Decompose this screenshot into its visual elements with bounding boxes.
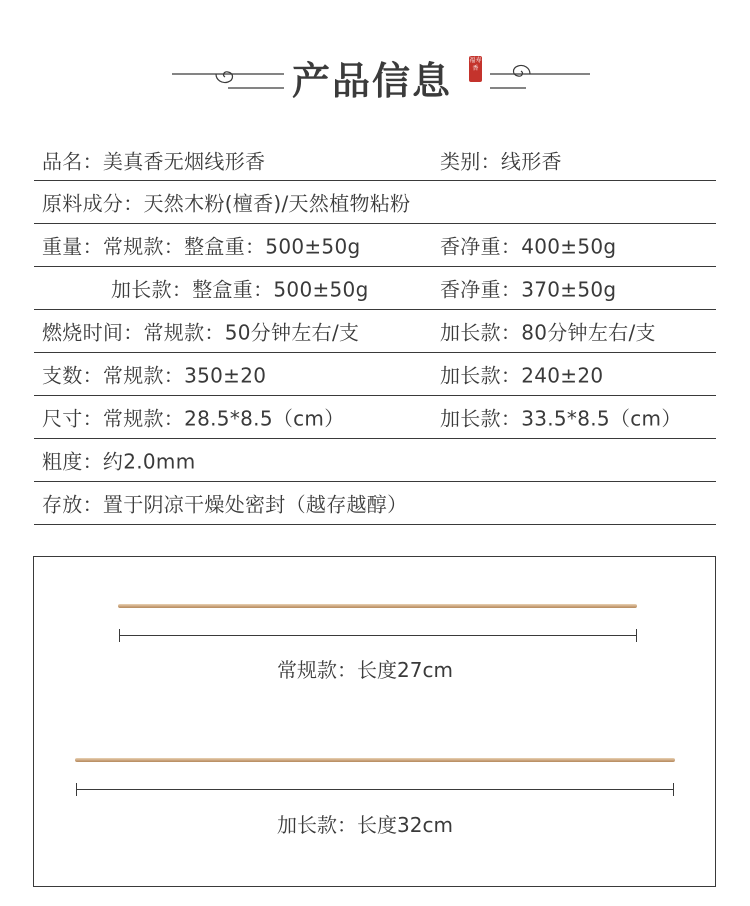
product-name: 品名：美真香无烟线形香 xyxy=(42,149,266,173)
info-row-ingredients xyxy=(34,181,716,224)
regular-length-label: 常规款：长度27cm xyxy=(277,658,453,682)
seal-glyphs: 福寿香 xyxy=(469,57,482,72)
length-comparison-box xyxy=(33,556,716,887)
long-length-label: 加长款：长度32cm xyxy=(277,813,453,837)
product-category: 类别：线形香 xyxy=(440,149,562,173)
size-long: 加长款：33.5*8.5（cm） xyxy=(440,406,682,431)
count-regular: 支数：常规款：350±20 xyxy=(42,363,267,388)
info-row-weight-long xyxy=(34,267,716,310)
measure-line-long xyxy=(76,789,674,790)
info-row-burn-time xyxy=(34,310,716,353)
red-seal-stamp xyxy=(469,56,482,82)
incense-stick-long xyxy=(75,758,675,762)
weight-long-box: 加长款：整盒重：500±50g xyxy=(111,277,369,302)
burn-time-regular: 燃烧时间：常规款：50分钟左右/支 xyxy=(42,320,360,345)
ingredients: 原料成分：天然木粉(檀香)/天然植物粘粉 xyxy=(42,191,411,216)
product-info-table xyxy=(34,139,716,525)
info-row-count xyxy=(34,353,716,396)
storage: 存放：置于阴凉干燥处密封（越存越醇） xyxy=(42,492,408,517)
section-header xyxy=(0,0,750,140)
weight-regular-net: 香净重：400±50g xyxy=(440,234,617,259)
weight-regular-box: 重量：常规款：整盒重：500±50g xyxy=(42,234,361,259)
incense-stick-regular xyxy=(118,604,637,608)
thickness: 粗度：约2.0mm xyxy=(42,449,196,474)
left-cloud-ornament xyxy=(172,58,284,92)
burn-time-long: 加长款：80分钟左右/支 xyxy=(440,320,656,345)
info-row-storage xyxy=(34,482,716,525)
info-row-thickness xyxy=(34,439,716,482)
weight-long-net: 香净重：370±50g xyxy=(440,277,617,302)
right-cloud-ornament xyxy=(490,58,590,92)
page-title: 产品信息 xyxy=(292,59,453,103)
info-row-weight-regular xyxy=(34,224,716,267)
info-row-name xyxy=(34,139,716,181)
size-regular: 尺寸：常规款：28.5*8.5（cm） xyxy=(42,406,345,431)
count-long: 加长款：240±20 xyxy=(440,363,604,388)
measure-line-regular xyxy=(119,635,637,636)
info-row-size xyxy=(34,396,716,439)
